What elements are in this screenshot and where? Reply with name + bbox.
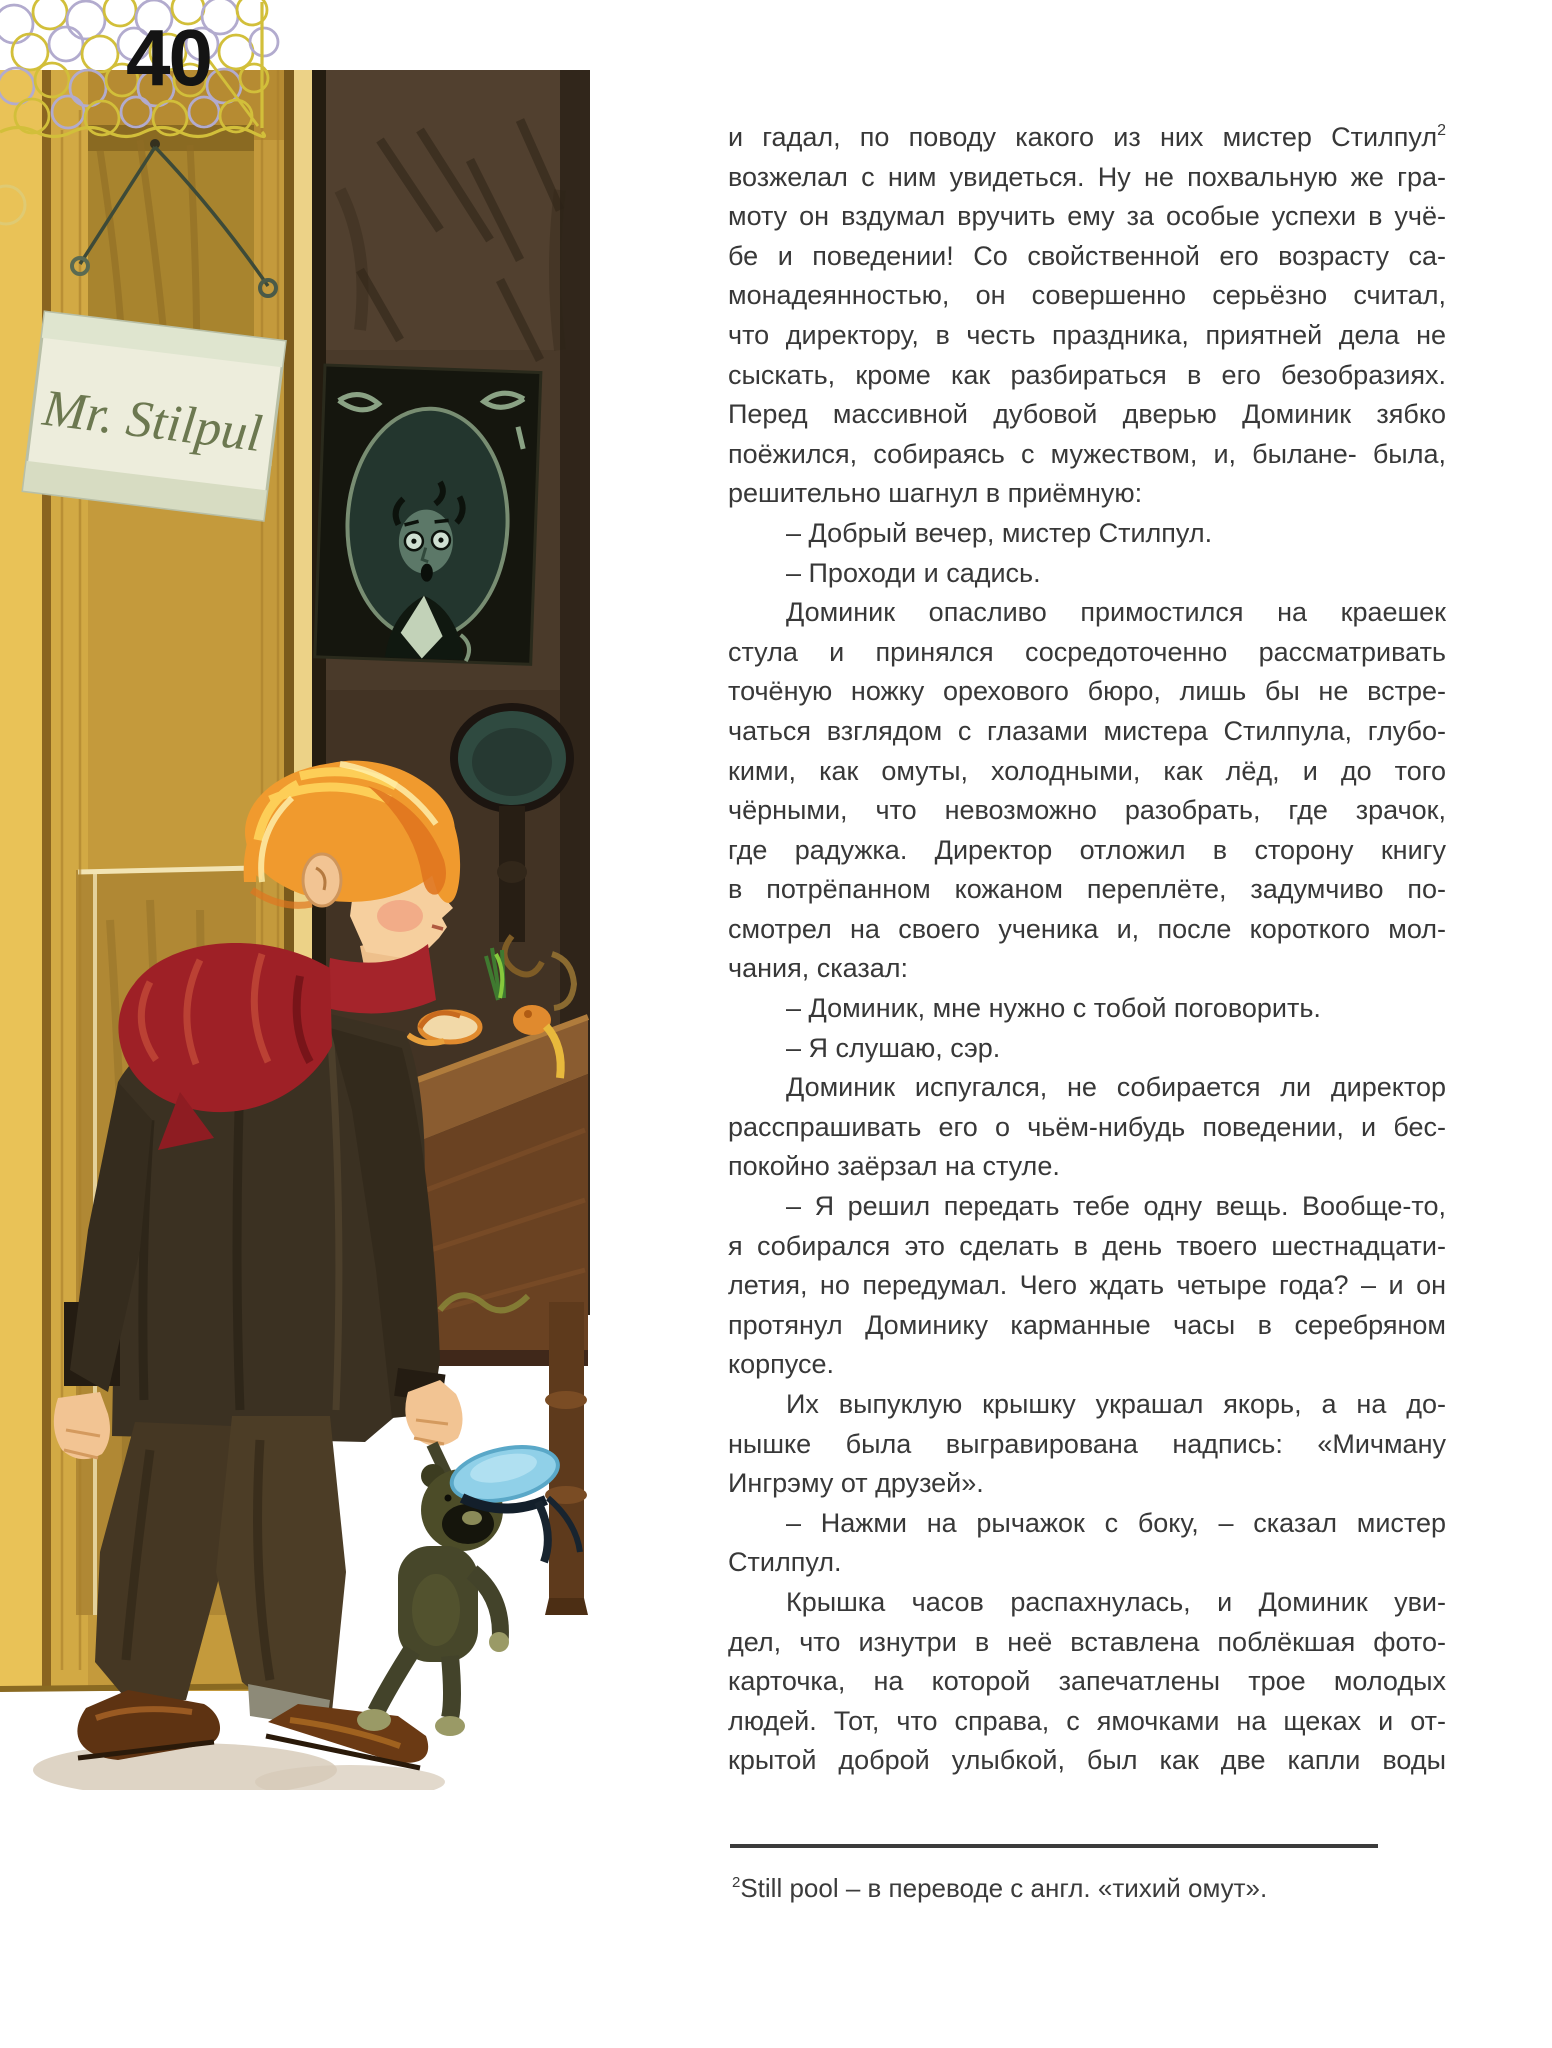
text-line: стула и принялся сосредоточенно рассматривать [728, 636, 1446, 667]
text-line: возжелал с ним увидеться. Ну не похвальную же гра- [728, 161, 1446, 192]
text-line: корпусе. [728, 1349, 834, 1380]
text-line: бе и поведении! Со свойственной его возрасту са- [728, 240, 1446, 271]
text-line: Ингрэму от друзей». [728, 1468, 984, 1499]
text-line: что директору, в честь праздника, приятней дела не [728, 319, 1446, 350]
footnote-rule [730, 1844, 1378, 1848]
text-line: – Добрый вечер, мистер Стилпул. [786, 517, 1213, 548]
right-hand [405, 1380, 462, 1446]
left-hand [54, 1392, 110, 1459]
text-line: Стилпул. [728, 1547, 842, 1578]
text-line: – Нажми на рычажок с боку, – сказал мистер [786, 1507, 1446, 1538]
text-line: людей. Тот, что справа, с ямочками на щеках и от- [728, 1705, 1446, 1736]
page-number: 40 [126, 13, 211, 102]
text-line: протянул Доминику карманные часы в серебряном [728, 1309, 1446, 1340]
text-line: покойно заёрзал на стуле. [728, 1151, 1060, 1182]
text-line: точёную ножку орехового бюро, лишь бы не встре- [728, 676, 1446, 707]
text-line: смотрел на своего ученика и, после короткого мол- [728, 913, 1446, 944]
cap-ribbon [538, 1502, 548, 1562]
teddy-bear [357, 1438, 580, 1736]
sign-text: Mr. Stilpul [39, 379, 265, 464]
text-line: крытой доброй улыбкой, был как две капли воды [728, 1745, 1446, 1776]
text-line: поёжился, собираясь с мужеством, и, былане- была, [728, 438, 1446, 469]
text-line: в потрёпанном кожаном переплёте, задумчиво по- [728, 874, 1446, 905]
footnote-ref: 2 [1437, 122, 1446, 139]
text-line: – Доминик, мне нужно с тобой поговорить. [786, 993, 1321, 1024]
illustration [0, 70, 590, 1790]
text-line: чания, сказал: [728, 953, 908, 984]
text-line: кими, как омуты, холодными, как лёд, и до того [728, 755, 1446, 786]
text-line: нышке была выгравирована надпись: «Мичману [728, 1428, 1446, 1459]
text-line: расспрашивать его о чьём-нибудь поведении, и бес- [728, 1111, 1446, 1142]
text-line: дел, что изнутри в неё вставлена поблёкшая фото- [728, 1626, 1446, 1657]
text-line: чаться взглядом с глазами мистера Стилпула, глубо- [728, 715, 1446, 746]
text-line: где радужка. Директор отложил в сторону книгу [728, 834, 1446, 865]
ear [303, 854, 341, 906]
footnote-marker: 2 [732, 1874, 741, 1891]
text-line: монадеянностью, он совершенно серьёзно считал, [728, 280, 1446, 311]
text-line: решительно шагнул в приёмную: [728, 478, 1143, 509]
body-text [728, 118, 1446, 1781]
text-line: сыскать, кроме как разбираться в его безобразиях. [728, 359, 1446, 390]
text-line: моту он вздумал вручить ему за особые успехи в учё- [728, 201, 1446, 232]
text-line: – Я решил передать тебе одну вещь. Вообще-то, [786, 1191, 1446, 1222]
wall-portrait [315, 365, 541, 664]
text-line: Перед массивной дубовой дверью Доминик зябко [728, 399, 1446, 430]
text-line: летия, но передумал. Чего ждать четыре года? – и он [728, 1270, 1446, 1301]
text-line: и гадал, по поводу какого из них мистер Стилпул$^2$ [728, 122, 1446, 152]
footnote-text: Still pool – в переводе с англ. «тихий омут». [740, 1873, 1268, 1903]
text-line: Доминик испугался, не собирается ли директор [786, 1072, 1446, 1103]
text-line: чёрными, что невозможно разобрать, где зрачок, [728, 795, 1446, 826]
text-line: карточка, на которой запечатлены трое молодых [728, 1666, 1446, 1697]
text-line: я собирался это сделать в день твоего шестнадцати- [728, 1230, 1446, 1261]
text-line: Их выпуклую крышку украшал якорь, а на до- [786, 1389, 1446, 1419]
footnote [732, 1872, 1452, 1904]
cheek [377, 900, 423, 932]
text-line: Крышка часов распахнулась, и Доминик уви- [786, 1586, 1446, 1617]
text-line: – Я слушаю, сэр. [786, 1032, 1001, 1063]
text-line: – Проходи и садись. [786, 557, 1041, 588]
text-line: Доминик опасливо примостился на краешек [786, 597, 1446, 628]
